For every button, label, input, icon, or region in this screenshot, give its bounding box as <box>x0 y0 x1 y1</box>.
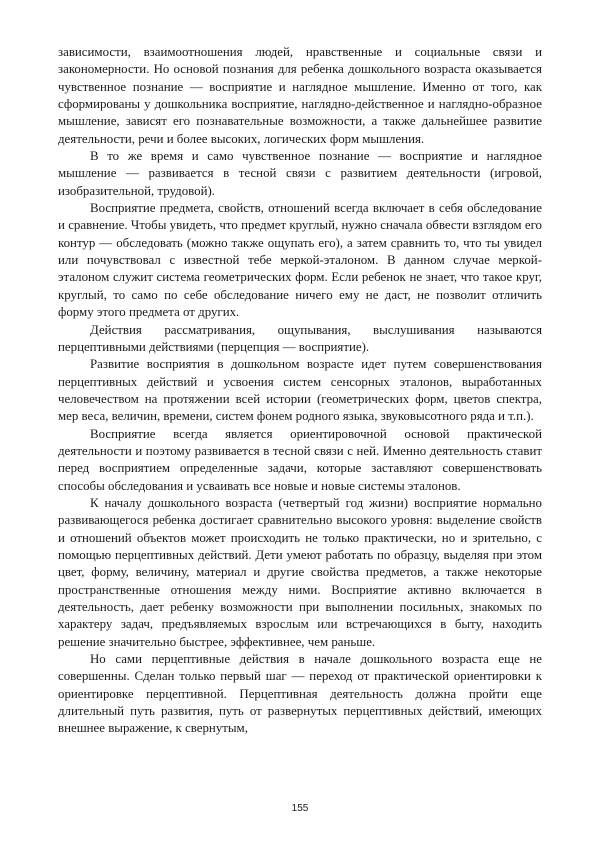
paragraph: зависимости, взаимоотношения людей, нравственные и социальные связи и закономерности. Но основой познания для ребенка дошкольного возраста оказывается чувственное познание — восприятие и наглядное мышление. Именно от того, как сформированы у дошкольника восприятие, наглядно-действенное и наглядно-образное мышление, зависят его познавательные возможности, а также дальнейшее развитие деятельности, речи и более высоких, логических форм мышления. <box>58 45 542 146</box>
body-text <box>58 44 542 738</box>
paragraph: Но сами перцептивные действия в начале дошкольного возраста еще не совершенны. Сделан только первый шаг — переход от практической ориентировки к ориентировке перцептивной. Перцептивная деятельность должна пройти еще длительный путь развития, путь от развернутых перцептивных действий, имеющих внешнее выражение, к свернутым, <box>58 652 542 736</box>
paragraph: В то же время и само чувственное познание — восприятие и наглядное мышление — развивается в тесной связи с развитием деятельности (игровой, изобразительной, трудовой). <box>58 149 542 198</box>
paragraph: К началу дошкольного возраста (четвертый год жизни) восприятие нормально развивающегося ребенка достигает сравнительно высокого уровня: выделение свойств и отношений объектов может происходить не только практически, но и зрительно, с помощью перцептивных действий. Дети умеют работать по образцу, выделяя при этом цвет, форму, величину, материал и другие свойства предметов, а также некоторые пространственные отношения между ними. Восприятие активно включается в деятельность, дает ребенку возможности при выполнении посильных, знакомых по характеру задач, предъявляемых взрослым или встречающихся в быту, находить решение значительно быстрее, эффективнее, чем раньше. <box>58 495 542 649</box>
paragraph: Восприятие всегда является ориентировочной основой практической деятельности и поэтому развивается в тесной связи с ней. Именно деятельность ставит перед восприятием определенные задачи, которые заставляют совершенствовать способы обследования и усваивать все новые и новые системы эталонов. <box>58 426 542 493</box>
paragraph: Восприятие предмета, свойств, отношений всегда включает в себя обследование и сравнение. Чтобы увидеть, что предмет круглый, нужно сначала обвести взглядом его контур — обследовать (можно также ощупать его), а затем сравнить то, что ты увидел или почувствовал с известной тебе меркой-эталоном. В данном случае меркой-эталоном служит система геометрических форм. Если ребенок не знает, что такое круг, круглый, то само по себе обследование ничего ему не даст, не позволит отличить форму этого предмета от других. <box>58 201 542 320</box>
paragraph: Действия рассматривания, ощупывания, выслушивания называются перцептивными действиями (перцепция — восприятие). <box>58 322 542 354</box>
paragraph: Развитие восприятия в дошкольном возрасте идет путем совершенствования перцептивных действий и усвоения систем сенсорных эталонов, выработанных человечеством на протяжении всей истории (геометрических форм, цветов спектра, мер веса, величин, времени, систем фонем родного языка, звуковысотного ряда и т.п.). <box>58 357 542 424</box>
page-number: 155 <box>291 803 309 814</box>
